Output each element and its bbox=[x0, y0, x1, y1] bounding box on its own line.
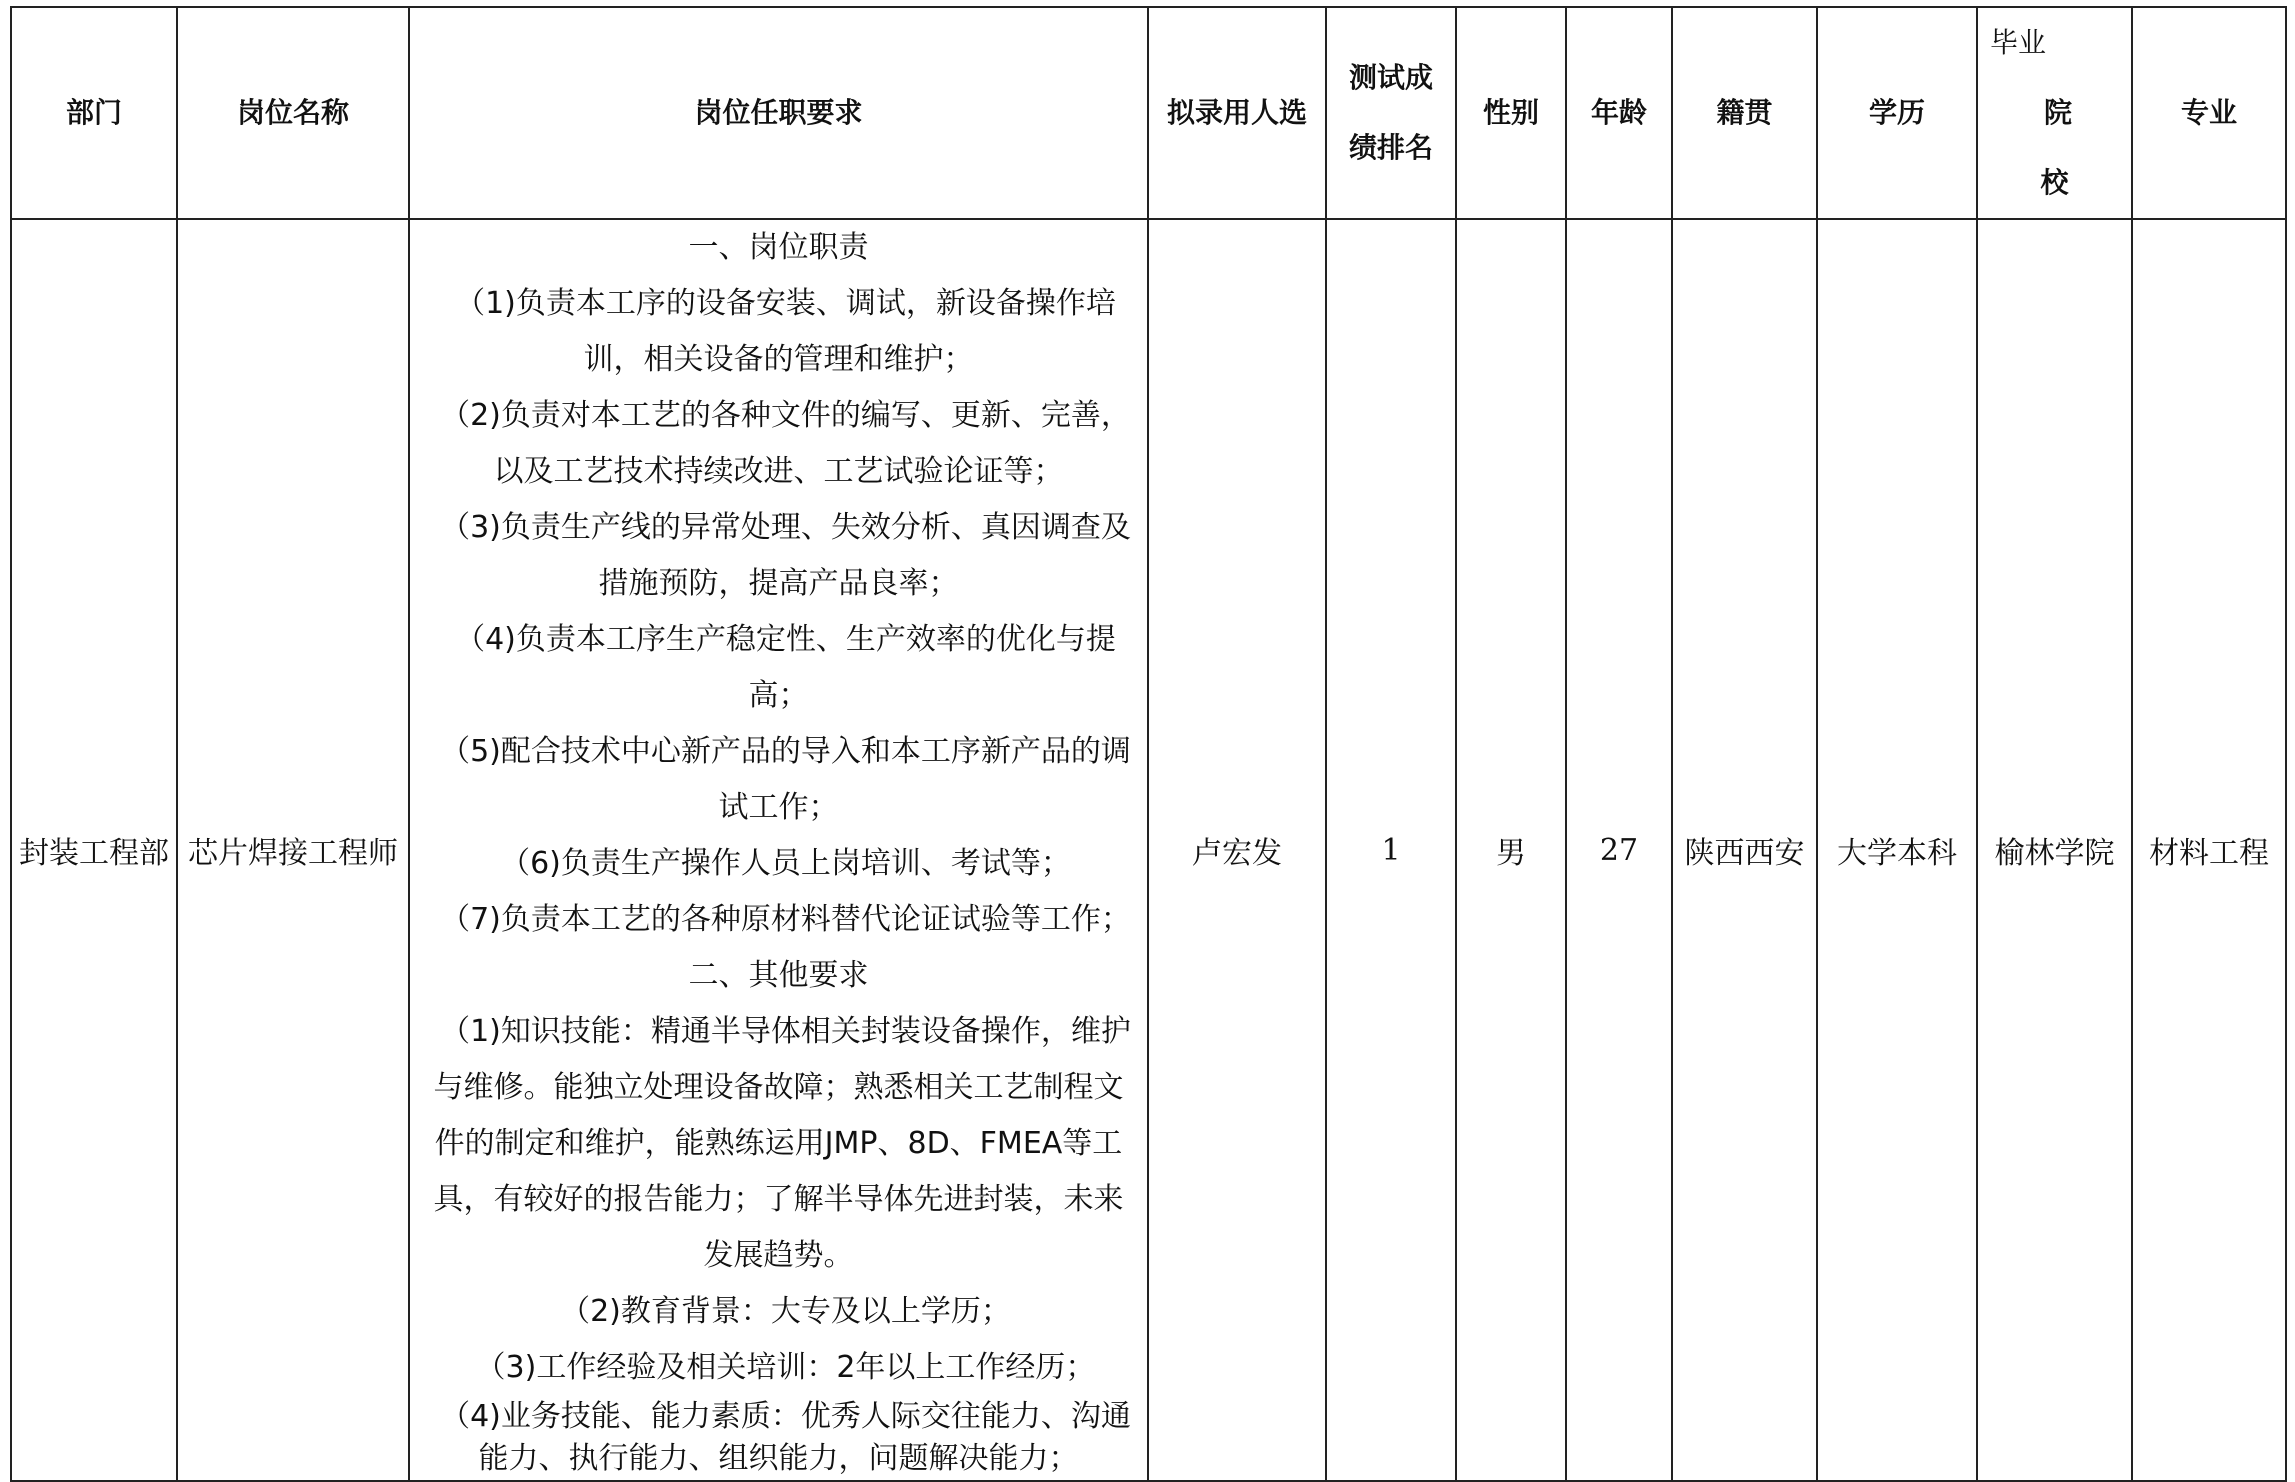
header-school-line2: 校 bbox=[2040, 166, 2069, 199]
requirement-line: （6)负责生产操作人员上岗培训、考试等； bbox=[500, 846, 1071, 881]
requirement-line: 训，相关设备的管理和维护； bbox=[583, 342, 974, 377]
header-gender: 性别 bbox=[1456, 7, 1566, 219]
header-education: 学历 bbox=[1817, 7, 1977, 219]
requirement-line: 二、其他要求 bbox=[688, 958, 869, 993]
cell-candidate: 卢宏发 bbox=[1148, 219, 1326, 1481]
requirement-line: 能力、执行能力、组织能力，问题解决能力； bbox=[478, 1441, 1079, 1476]
cell-education: 大学本科 bbox=[1817, 219, 1977, 1481]
header-rank-line1: 测试成 bbox=[1348, 61, 1433, 94]
header-dept: 部门 bbox=[11, 7, 177, 219]
header-origin: 籍贯 bbox=[1672, 7, 1817, 219]
requirement-line: （1)负责本工序的设备安装、调试，新设备操作培 bbox=[455, 286, 1116, 321]
requirement-line: 件的制定和维护，能熟练运用JMP、8D、FMEA等工 bbox=[434, 1126, 1123, 1161]
cell-rank: 1 bbox=[1326, 219, 1456, 1481]
header-position: 岗位名称 bbox=[177, 7, 409, 219]
cell-school: 榆林学院 bbox=[1977, 219, 2132, 1481]
requirement-line: 具，有较好的报告能力；了解半导体先进封装，未来 bbox=[433, 1182, 1124, 1217]
requirement-line: （3)负责生产线的异常处理、失效分析、真因调查及 bbox=[440, 510, 1131, 545]
header-major: 专业 bbox=[2132, 7, 2286, 219]
requirement-line: 发展趋势。 bbox=[703, 1238, 854, 1273]
header-school-word2: 院 bbox=[2044, 96, 2073, 129]
cell-requirements bbox=[409, 219, 1148, 1481]
requirement-line: 与维修。能独立处理设备故障；熟悉相关工艺制程文 bbox=[433, 1070, 1124, 1105]
header-school-line1 bbox=[1978, 8, 2131, 148]
requirement-line: （2)负责对本工艺的各种文件的编写、更新、完善， bbox=[440, 398, 1131, 433]
requirement-line: （4)业务技能、能力素质：优秀人际交往能力、沟通 bbox=[440, 1399, 1131, 1434]
requirement-line: 以及工艺技术持续改进、工艺试验论证等； bbox=[493, 454, 1064, 489]
requirement-line: 试工作； bbox=[718, 790, 839, 825]
header-school-word1: 毕业 bbox=[1990, 26, 2047, 59]
requirements-list bbox=[410, 220, 1147, 1480]
header-candidate: 拟录用人选 bbox=[1148, 7, 1326, 219]
header-requirements: 岗位任职要求 bbox=[409, 7, 1148, 219]
requirement-line: 措施预防，提高产品良率； bbox=[598, 566, 959, 601]
requirement-line: （1)知识技能：精通半导体相关封装设备操作，维护 bbox=[440, 1014, 1131, 1049]
candidate-table bbox=[10, 6, 2287, 1482]
requirement-line: （2)教育背景：大专及以上学历； bbox=[560, 1294, 1011, 1329]
header-school bbox=[1977, 7, 2132, 219]
cell-gender: 男 bbox=[1456, 219, 1566, 1481]
cell-age: 27 bbox=[1566, 219, 1672, 1481]
cell-dept: 封装工程部 bbox=[11, 219, 177, 1481]
table-row bbox=[11, 219, 2286, 1481]
header-rank-line2: 绩排名 bbox=[1348, 131, 1433, 164]
cell-origin: 陕西西安 bbox=[1672, 219, 1817, 1481]
header-rank bbox=[1326, 7, 1456, 219]
cell-position: 芯片焊接工程师 bbox=[177, 219, 409, 1481]
requirement-line: （3)工作经验及相关培训：2年以上工作经历； bbox=[475, 1350, 1096, 1385]
requirement-line: （4)负责本工序生产稳定性、生产效率的优化与提 bbox=[455, 622, 1116, 657]
header-age: 年龄 bbox=[1566, 7, 1672, 219]
requirement-line: （7)负责本工艺的各种原材料替代论证试验等工作； bbox=[440, 902, 1131, 937]
cell-major: 材料工程 bbox=[2132, 219, 2286, 1481]
header-row bbox=[11, 7, 2286, 219]
requirement-line: 高； bbox=[748, 678, 809, 713]
requirement-line: 一、岗位职责 bbox=[688, 230, 869, 265]
requirement-line: （5)配合技术中心新产品的导入和本工序新产品的调 bbox=[440, 734, 1131, 769]
